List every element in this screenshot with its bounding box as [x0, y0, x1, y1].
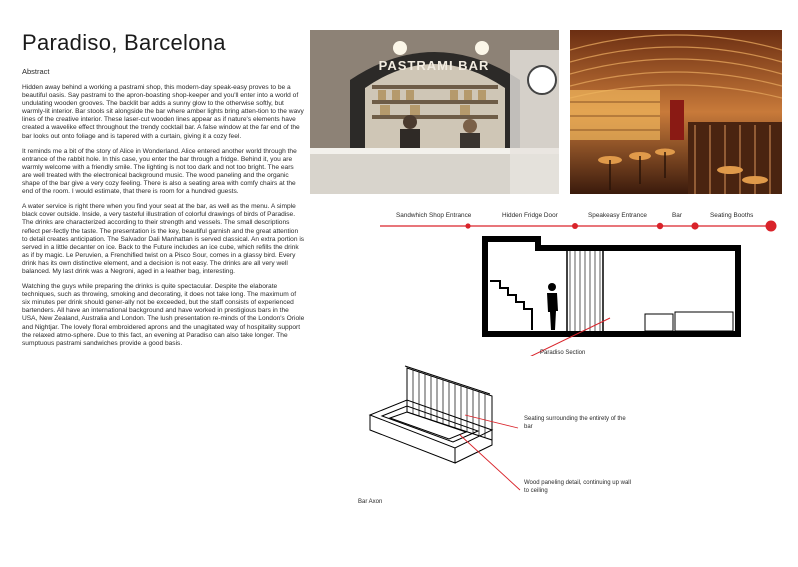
timeline-stop-3: [657, 223, 663, 229]
timeline-stop-1: [465, 223, 470, 228]
route-timeline: [380, 212, 780, 236]
page-title: Paradiso, Barcelona: [22, 30, 226, 55]
timeline-stop-5: [766, 221, 777, 232]
speakeasy-interior-photo: [570, 30, 782, 194]
timeline-stop-4: [691, 222, 698, 229]
timeline-label-speakeasy: Speakeasy Entrance: [588, 212, 647, 219]
pastrami-shop-photo: [310, 30, 559, 194]
paragraph-1: Hidden away behind a working a pastrami shop, this modern-day speak-easy proves to be a beautiful oasis. Say pastrami to the apron-boasting shop-keeper and you'll enter into a world of undulating wooden grooves. The backlit bar adds a sunny glow to the otherwise softly, but warmly-lit interior. Bar stools sit alongside the bar where amber lights bring atten-tion to the wavy lines of the creative interior. These laser-cut wooden lines appear as if nature's elements have created a wavelike effect throughout the trendy cocktail bar. A false window at the far end of the bar looks out onto foliage and is tapered with a curtain, giving it a cozy feel.: [22, 84, 304, 140]
pastrami-sign: PASTRAMI BAR: [378, 58, 490, 73]
timeline-label-sandwich: Sandwhich Shop Entrance: [396, 212, 472, 219]
article-body: [22, 84, 305, 355]
paragraph-2: It reminds me a bit of the story of Alice in Wonderland. Alice entered another world through the entrance of the rabbit hole. In this case, you enter the bar through a fridge. Behind it, you are warmly welcome with a friendly smile. The lighting is not too dark and not too bright. The ears are well treated with the electronical background music. The wood paneling and the organic shape of the bar give a very cozy feeling. There is also a seating area with comfy chairs at the end of the room. I would estimate, that there is room for a hundred guests.: [22, 147, 297, 196]
paragraph-3: A water service is right there when you find your seat at the bar, as well as the menu. A simple black cover outside. Inside, a very tasteful illustration of colorful drawings of birds of Paradise. The drinks are characterized according to their strength and vessels. The small descriptions reflect per-fectly the taste. The presentation is the key, beautiful garnish and the great attention to detail creates anticipation. The Salvador Dali Manhattan is served classical. An extra portion is served in a little decanter on ice. Back to the Future includes an ice cube, which refills the drink as if by magic. Le Peruvien, a Frenchified twist on a Pisco Sour, comes in a glassy bird. Every drink has its own distinctive element, and a decision is not easy. The drinks are all very well balanced. My last drink was a Negroni, aged in a leather bag, interesting.: [22, 203, 305, 275]
seating-note: Seating surrounding the entirety of the bar: [524, 416, 626, 430]
paneling-note: Wood paneling detail, continuing up wall to ceiling: [524, 480, 631, 494]
section-caption: Paradiso Section: [540, 350, 586, 356]
timeline-label-fridge: Hidden Fridge Door: [502, 212, 558, 219]
timeline-stop-2: [572, 223, 578, 229]
timeline-label-seating: Seating Booths: [710, 212, 754, 219]
abstract-heading: Abstract: [22, 67, 50, 76]
axon-caption: Bar Axon: [358, 499, 383, 505]
paragraph-4: Watching the guys while preparing the drinks is quite spectacular. Despite the elaborate techniques, such as throwing, smoking and decorating, it does not take long. The maximum of six minutes per drink should gener-ally not be exceeded, but the staff consists of experienced bartenders. All have an international background and have worked in prestigious bars in the USA, New Zealand, Australia and London. The lush presentation re-minds of the London's Oriole and Nightjar. The lovely floral embroidered aprons and the unagitated way of hospitality support the relaxed atmo-sphere. Due to this fact, an evening at Paradiso can also take longer. The sumptuous pastrami sandwiches provide a good basis.: [22, 283, 305, 347]
timeline-label-bar: Bar: [672, 212, 682, 219]
axon-drawing: [360, 360, 530, 495]
section-drawing: [470, 236, 760, 356]
